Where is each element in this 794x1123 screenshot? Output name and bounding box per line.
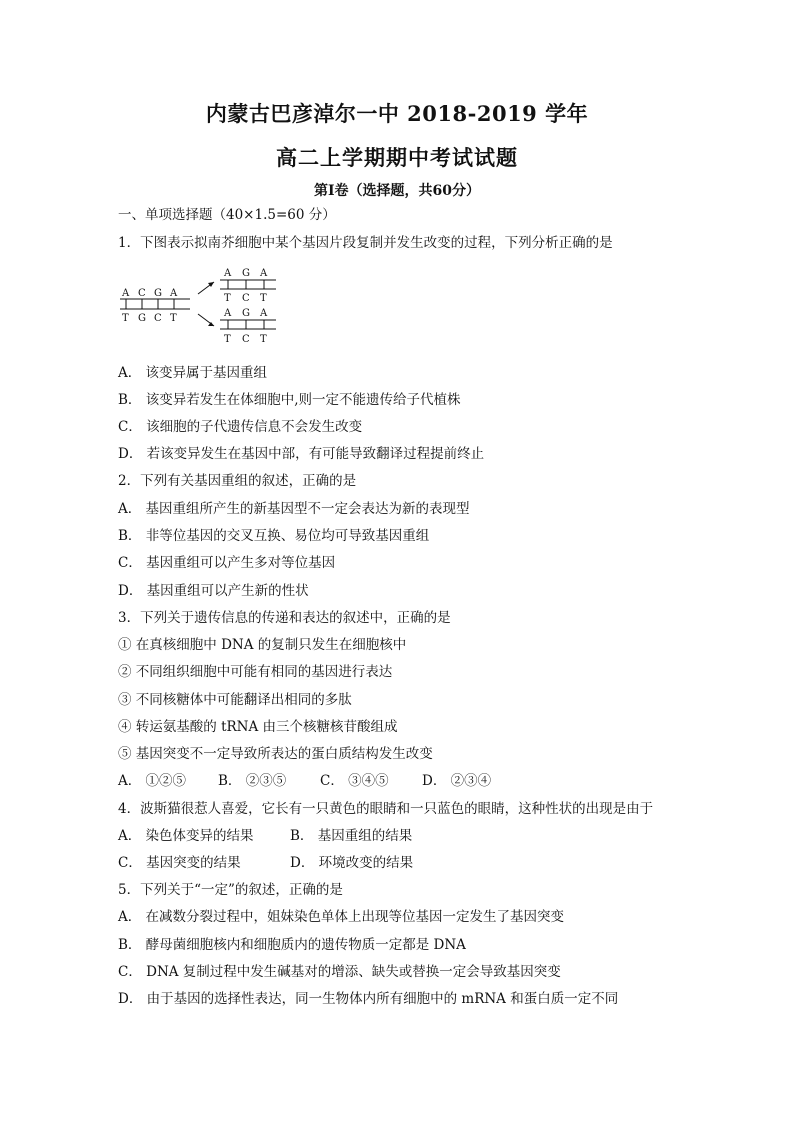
section-heading: 一、单项选择题（40×1.5=60 分）	[118, 207, 336, 223]
dna-figure-svg	[118, 264, 288, 350]
base-label: A	[260, 268, 268, 279]
question-3-option-d: D． ②③④	[422, 773, 492, 789]
question-1-option-a: A． 该变异属于基因重组	[118, 365, 268, 381]
question-5-option-d: D． 由于基因的选择性表达，同一生物体内所有细胞中的 mRNA 和蛋白质一定不同	[118, 991, 619, 1007]
question-3-statement-1: ① 在真核细胞中 DNA 的复制只发生在细胞核中	[118, 637, 407, 653]
base-label: A	[122, 288, 130, 299]
question-4-option-c: C． 基因突变的结果	[118, 855, 241, 871]
question-5-option-c: C． DNA 复制过程中发生碱基对的增添、缺失或替换一定会导致基因突变	[118, 964, 561, 980]
base-label: G	[154, 288, 162, 299]
question-4-option-a: A． 染色体变异的结果	[118, 828, 254, 844]
base-pair-rungs	[126, 299, 174, 309]
question-1-option-c: C． 该细胞的子代遗传信息不会发生改变	[118, 419, 363, 435]
question-2-option-a: A． 基因重组所产生的新基因型不一定会表达为新的表现型	[118, 501, 470, 517]
question-5-option-b: B． 酵母菌细胞核内和细胞质内的遗传物质一定都是 DNA	[118, 937, 466, 953]
question-3-option-a: A． ①②⑤	[118, 773, 187, 789]
question-3-option-c: C． ③④⑤	[320, 773, 389, 789]
question-3-statement-2: ② 不同组织细胞中可能有相同的基因进行表达	[118, 664, 393, 680]
base-label: A	[224, 268, 232, 279]
question-2-option-b: B． 非等位基因的交叉互换、易位均可导致基因重组	[118, 528, 430, 544]
question-2-option-d: D． 基因重组可以产生新的性状	[118, 583, 309, 599]
question-3-statement-5: ⑤ 基因突变不一定导致所表达的蛋白质结构发生改变	[118, 746, 433, 762]
question-3-statement-4: ④ 转运氨基酸的 tRNA 由三个核糖核苷酸组成	[118, 719, 398, 735]
base-label: C	[242, 293, 250, 304]
base-label: G	[242, 268, 250, 279]
base-label: C	[242, 334, 250, 345]
base-pair-rungs	[228, 320, 264, 329]
base-label: T	[260, 334, 267, 345]
base-label: A	[224, 308, 232, 319]
right-lower-bottom-strand	[224, 334, 267, 345]
base-label: T	[122, 313, 129, 324]
question-4-stem: 4．波斯猫很惹人喜爱，它长有一只黄色的眼睛和一只蓝色的眼睛，这种性状的出现是由于	[118, 801, 654, 817]
exam-title-line1: 内蒙古巴彦淖尔一中 2018-2019 学年	[205, 101, 589, 126]
base-label: T	[170, 313, 177, 324]
exam-title-line2: 高二上学期期中考试试题	[276, 145, 518, 170]
question-2-stem: 2．下列有关基因重组的叙述，正确的是	[118, 473, 357, 489]
question-5-stem: 5．下列关于“一定”的叙述，正确的是	[118, 882, 343, 898]
left-top-strand	[121, 288, 178, 299]
base-label: A	[170, 288, 178, 299]
base-label: A	[260, 308, 268, 319]
base-label: T	[224, 293, 231, 304]
left-bottom-strand	[122, 313, 177, 324]
base-label: C	[138, 288, 146, 299]
dna-replication-figure	[118, 264, 288, 350]
question-3-stem: 3．下列关于遗传信息的传递和表达的叙述中，正确的是	[118, 610, 451, 626]
question-3-statement-3: ③ 不同核糖体中可能翻译出相同的多肽	[118, 692, 352, 708]
question-4-option-d: D． 环境改变的结果	[290, 855, 414, 871]
base-label: C	[154, 313, 162, 324]
question-1-stem: 1．下图表示拟南芥细胞中某个基因片段复制并发生改变的过程，下列分析正确的是	[118, 235, 613, 251]
base-label: T	[260, 293, 267, 304]
base-label: G	[242, 308, 250, 319]
question-1-option-b: B． 该变异若发生在体细胞中,则一定不能遗传给子代植株	[118, 392, 461, 408]
right-lower-top-strand	[223, 308, 268, 319]
question-2-option-c: C． 基因重组可以产生多对等位基因	[118, 555, 336, 571]
question-5-option-a: A． 在减数分裂过程中，姐妹染色单体上出现等位基因一定发生了基因突变	[118, 909, 565, 925]
base-pair-rungs	[228, 280, 264, 289]
right-upper-top-strand	[223, 268, 268, 279]
volume-heading: 第Ⅰ卷（选择题，共60分）	[313, 183, 481, 199]
question-4-option-b: B． 基因重组的结果	[290, 828, 413, 844]
question-3-option-b: B． ②③⑤	[218, 773, 287, 789]
right-upper-bottom-strand	[224, 293, 267, 304]
base-label: T	[224, 334, 231, 345]
base-label: G	[138, 313, 146, 324]
question-1-option-d: D． 若该变异发生在基因中部，有可能导致翻译过程提前终止	[118, 446, 485, 462]
